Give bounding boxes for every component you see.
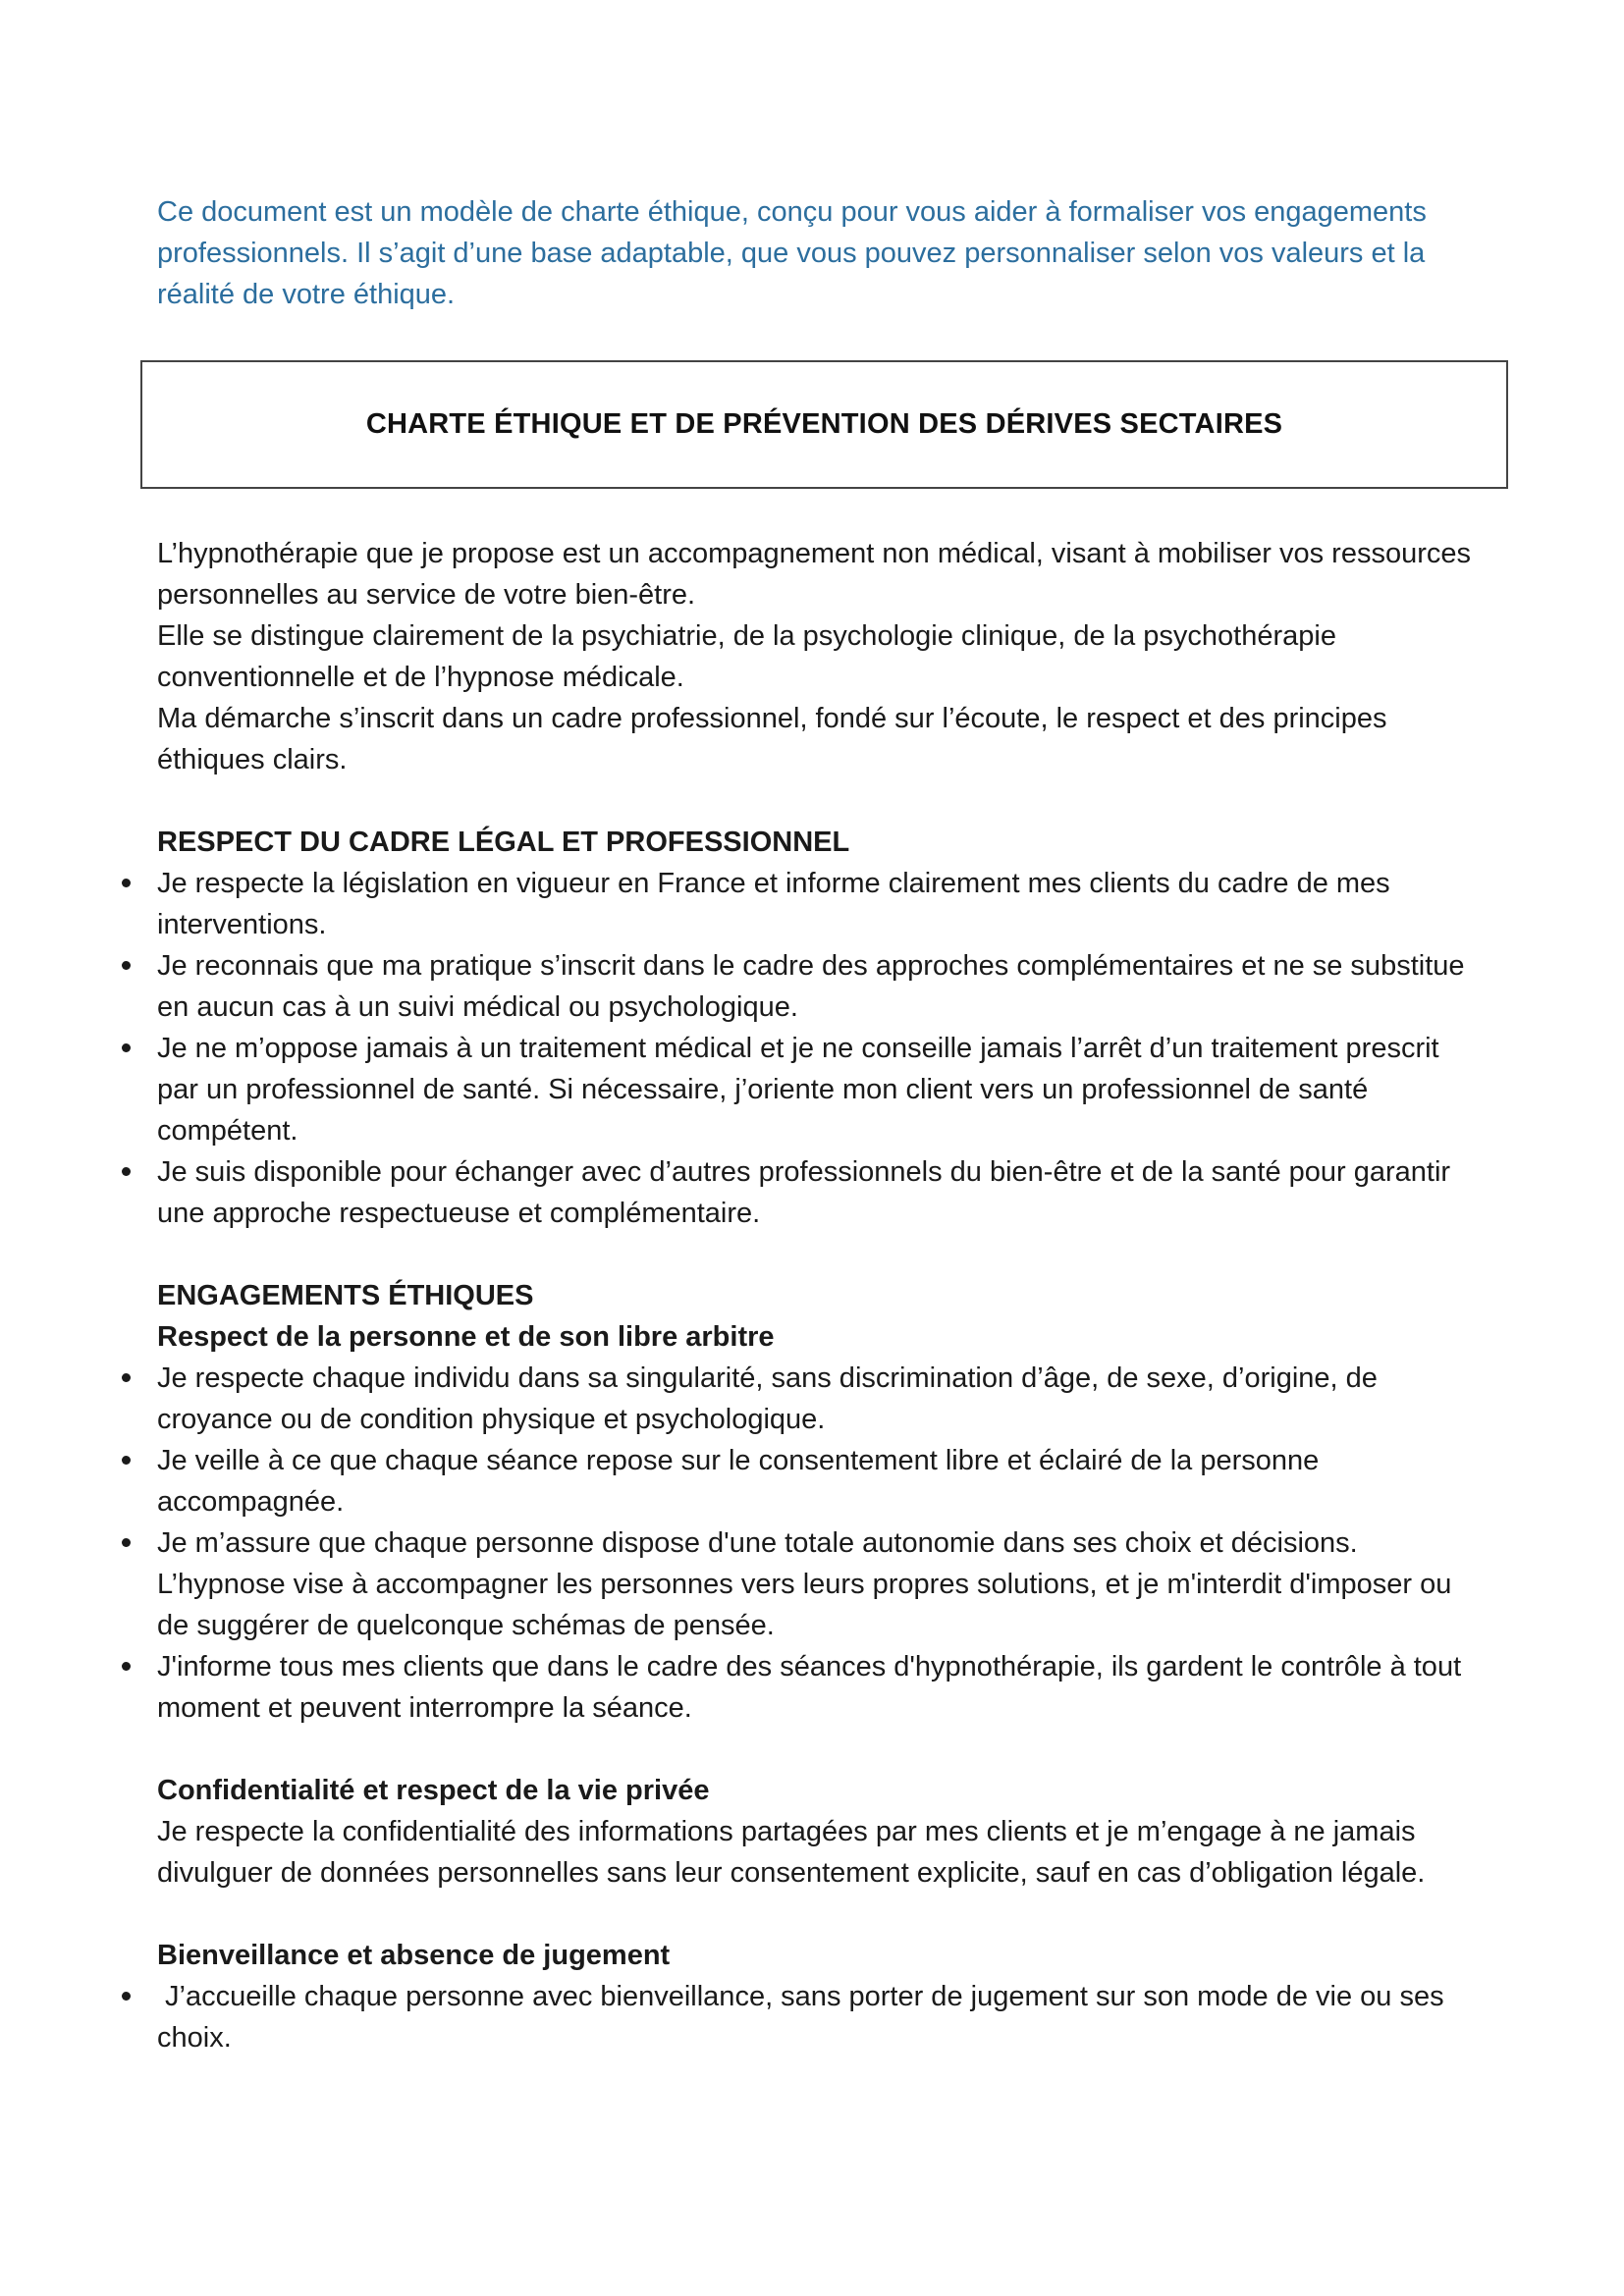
list-item	[157, 945, 1512, 1028]
ethics-bullet-list	[157, 1358, 1512, 1729]
list-item-line: par un professionnel de santé. Si nécessaire, j’oriente mon client vers un professionnel de santé	[157, 1074, 1369, 1105]
list-item-line: accompagnée.	[157, 1486, 345, 1518]
preamble-line: éthiques clairs.	[157, 744, 348, 775]
intro-line: réalité de votre éthique.	[157, 279, 456, 310]
preamble-line: personnelles au service de votre bien-être.	[157, 579, 696, 611]
paragraph-line: divulguer de données personnelles sans leur consentement explicite, sauf en cas d’obligation légale.	[157, 1857, 1426, 1889]
legal-bullet-list	[157, 863, 1512, 1234]
intro-line: Ce document est un modèle de charte éthique, conçu pour vous aider à formaliser vos engagements	[157, 196, 1427, 228]
list-item-line: J'informe tous mes clients que dans le cadre des séances d'hypnothérapie, ils gardent le contrôle à tout	[157, 1651, 1462, 1682]
section-heading-legal: RESPECT DU CADRE LÉGAL ET PROFESSIONNEL	[157, 827, 850, 858]
spacer	[157, 780, 1512, 822]
list-item-line: Je m’assure que chaque personne dispose d'une totale autonomie dans ses choix et décisions.	[157, 1527, 1358, 1559]
list-item-line: Je veille à ce que chaque séance repose sur le consentement libre et éclairé de la personne	[157, 1445, 1320, 1476]
preamble	[157, 533, 1512, 780]
bullet-icon	[122, 1662, 131, 1671]
list-item	[157, 1976, 1512, 2058]
list-item	[157, 863, 1512, 945]
list-item-line: compétent.	[157, 1115, 298, 1147]
subheading-free-will: Respect de la personne et de son libre arbitre	[157, 1321, 775, 1353]
list-item-line: Je respecte chaque individu dans sa singularité, sans discrimination d’âge, de sexe, d’origine, de	[157, 1362, 1378, 1394]
list-item-line: en aucun cas à un suivi médical ou psychologique.	[157, 991, 798, 1023]
list-item-line: J’accueille chaque personne avec bienveillance, sans porter de jugement sur son mode de vie ou ses	[157, 1981, 1444, 2012]
bullet-icon	[122, 879, 131, 887]
title-box	[140, 360, 1508, 489]
section-heading-ethics: ENGAGEMENTS ÉTHIQUES	[157, 1280, 534, 1311]
list-item-line: choix.	[157, 2022, 232, 2054]
preamble-line: Ma démarche s’inscrit dans un cadre professionnel, fondé sur l’écoute, le respect et des principes	[157, 703, 1387, 734]
spacer	[157, 1234, 1512, 1275]
preamble-line: Elle se distingue clairement de la psychiatrie, de la psychologie clinique, de la psychothérapie	[157, 620, 1336, 652]
paragraph-line: Je respecte la confidentialité des informations partagées par mes clients et je m’engage à ne jamais	[157, 1816, 1416, 1847]
list-item-line: croyance ou de condition physique et psychologique.	[157, 1404, 826, 1435]
preamble-line: conventionnelle et de l’hypnose médicale.	[157, 662, 684, 693]
preamble-line: L’hypnothérapie que je propose est un accompagnement non médical, visant à mobiliser vos ressources	[157, 538, 1471, 569]
list-item	[157, 1358, 1512, 1440]
intro-line: professionnels. Il s’agit d’une base adaptable, que vous pouvez personnaliser selon vos valeurs et la	[157, 238, 1426, 269]
bullet-icon	[122, 961, 131, 970]
list-item-line: Je reconnais que ma pratique s’inscrit dans le cadre des approches complémentaires et ne se substitue	[157, 950, 1465, 982]
list-item-line: moment et peuvent interrompre la séance.	[157, 1692, 692, 1724]
subheading-kindness: Bienveillance et absence de jugement	[157, 1940, 671, 1971]
bullet-icon	[122, 1538, 131, 1547]
intro-note	[157, 191, 1492, 315]
list-item	[157, 1522, 1512, 1646]
bullet-icon	[122, 1992, 131, 2001]
spacer	[157, 1729, 1512, 1770]
list-item	[157, 1028, 1512, 1151]
list-item-line: Je suis disponible pour échanger avec d’autres professionnels du bien-être et de la santé pour garantir	[157, 1156, 1451, 1188]
list-item-line: Je ne m’oppose jamais à un traitement médical et je ne conseille jamais l’arrêt d’un traitement prescrit	[157, 1033, 1439, 1064]
list-item	[157, 1151, 1512, 1234]
bullet-icon	[122, 1043, 131, 1052]
list-item-line: une approche respectueuse et complémentaire.	[157, 1198, 761, 1229]
bullet-icon	[122, 1373, 131, 1382]
list-item	[157, 1440, 1512, 1522]
list-item-line: Je respecte la législation en vigueur en France et informe clairement mes clients du cadre de mes	[157, 868, 1390, 899]
bullet-icon	[122, 1456, 131, 1465]
kindness-bullet-list	[157, 1976, 1512, 2058]
bullet-icon	[122, 1167, 131, 1176]
list-item-line: de suggérer de quelconque schémas de pensée.	[157, 1610, 775, 1641]
document-body	[157, 533, 1512, 2058]
document-title: CHARTE ÉTHIQUE ET DE PRÉVENTION DES DÉRIVES SECTAIRES	[365, 408, 1283, 440]
spacer	[157, 1894, 1512, 1935]
list-item	[157, 1646, 1512, 1729]
list-item-line: interventions.	[157, 909, 327, 940]
subheading-confidentiality: Confidentialité et respect de la vie privée	[157, 1775, 710, 1806]
list-item-line: L’hypnose vise à accompagner les personnes vers leurs propres solutions, et je m'interdit d'imposer ou	[157, 1569, 1452, 1600]
confidentiality-paragraph	[157, 1811, 1512, 1894]
